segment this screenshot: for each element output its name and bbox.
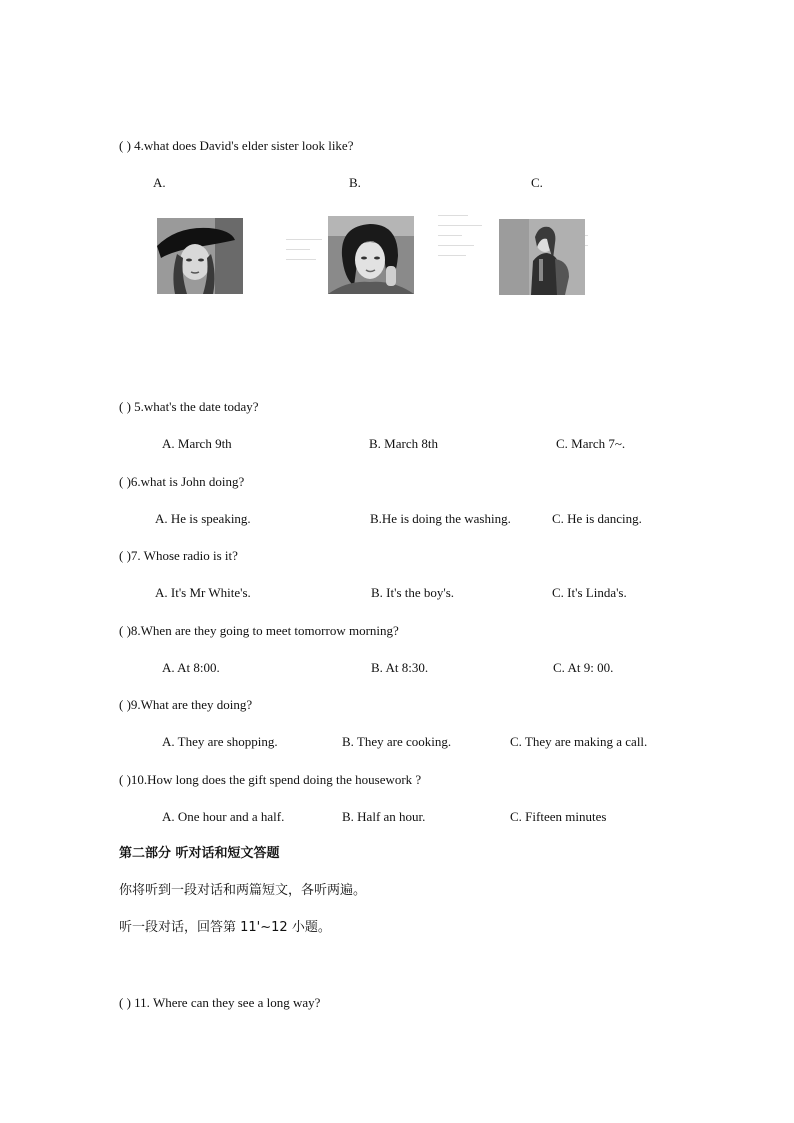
q7-option-b: B. It's the boy's. [371, 585, 455, 600]
q7-option-a: A. It's Mr White's. [155, 585, 251, 600]
bleed-through-marks [438, 206, 482, 265]
question-6: ( )6.what is John doing? [119, 474, 245, 489]
q7-option-c: C. It's Linda's. [552, 585, 627, 600]
q10-option-b: B. Half an hour. [342, 809, 426, 824]
question-11: ( ) 11. Where can they see a long way? [119, 995, 321, 1010]
q10-option-c: C. Fifteen minutes [510, 809, 607, 824]
question-10: ( )10.How long does the gift spend doing the housework ? [119, 772, 422, 787]
q4-option-c: C. [531, 175, 543, 190]
q8-option-c: C. At 9: 00. [553, 660, 614, 675]
question-9: ( )9.What are they doing? [119, 697, 253, 712]
woman-with-backpack-photo [499, 219, 585, 295]
part-2-heading: 第二部分 听对话和短文答题 [119, 846, 280, 861]
q4-option-b: B. [349, 175, 361, 190]
q9-option-a: A. They are shopping. [162, 734, 278, 749]
question-7: ( )7. Whose radio is it? [119, 548, 238, 563]
q6-option-b: B.He is doing the washing. [370, 511, 511, 526]
question-5: ( ) 5.what's the date today? [119, 399, 259, 414]
q9-option-b: B. They are cooking. [342, 734, 452, 749]
question-8: ( )8.When are they going to meet tomorrow morning? [119, 623, 399, 638]
q8-option-b: B. At 8:30. [371, 660, 429, 675]
q5-option-b: B. March 8th [369, 436, 438, 451]
woman-with-hat-photo [157, 218, 243, 294]
q4-option-a: A. [153, 175, 166, 190]
part-2-intro: 你将听到一段对话和两篇短文，各听两遍。 [119, 883, 367, 898]
q9-option-c: C. They are making a call. [510, 734, 648, 749]
q6-option-a: A. He is speaking. [155, 511, 251, 526]
q10-option-a: A. One hour and a half. [162, 809, 285, 824]
part-2-dialogue-instruction: 听一段对话，回答第 11'~12 小题。 [119, 920, 331, 935]
q8-option-a: A. At 8:00. [162, 660, 220, 675]
q6-option-c: C. He is dancing. [552, 511, 642, 526]
question-4: ( ) 4.what does David's elder sister look like? [119, 138, 354, 153]
bleed-through-marks-2 [286, 230, 322, 269]
q5-option-c: C. March 7~. [556, 436, 626, 451]
q5-option-a: A. March 9th [162, 436, 232, 451]
woman-with-short-hair-photo [328, 216, 414, 294]
